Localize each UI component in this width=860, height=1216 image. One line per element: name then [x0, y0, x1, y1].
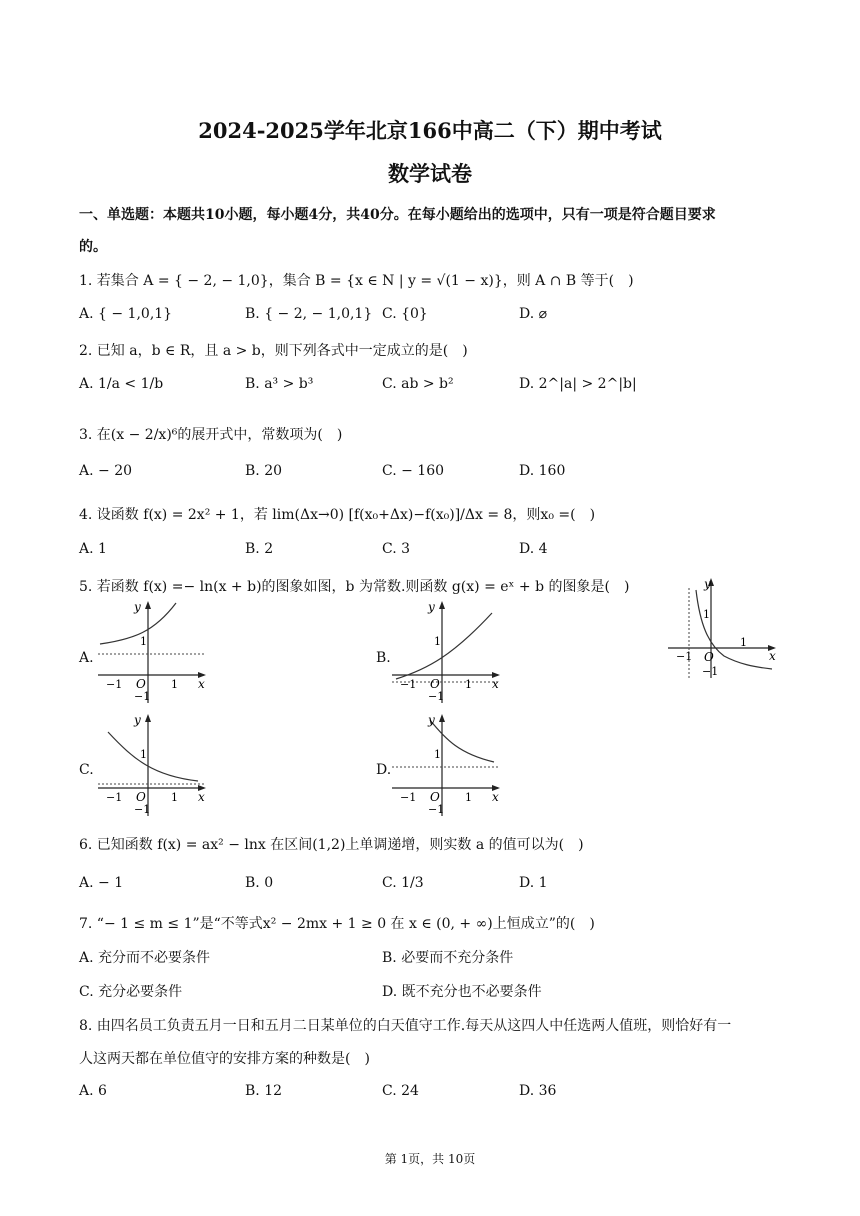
q5-option-d: D.	[376, 762, 392, 778]
ref-tick-neg1-x: −1	[676, 650, 693, 663]
q2-option-b: B. a³ > b³	[245, 376, 314, 392]
ref-origin-label: O	[704, 650, 714, 664]
c-x-label: x	[198, 790, 205, 804]
q5-option-c: C.	[79, 762, 94, 778]
q6-option-d: D. 1	[519, 875, 548, 891]
ref-y-label: y	[704, 577, 711, 591]
d-tick-neg1-y: −1	[428, 803, 445, 816]
c-origin: O	[136, 790, 146, 804]
d-y-label: y	[428, 713, 435, 727]
d-tick-1-y: 1	[434, 748, 441, 761]
question-1-stem: 1. 若集合 A = { − 2, − 1,0}，集合 B = {x ∈ N | y = √(1 − x)}，则 A ∩ B 等于( )	[79, 273, 634, 289]
b-tick-neg1-x: −1	[400, 678, 417, 691]
b-y-label: y	[428, 600, 435, 614]
q4-option-d: D. 4	[519, 541, 548, 557]
q7-option-c: C. 充分必要条件	[79, 984, 183, 1000]
q4-option-b: B. 2	[245, 541, 274, 557]
q1-option-d: D. ⌀	[519, 306, 548, 322]
q8-option-b: B. 12	[245, 1083, 283, 1099]
q8-option-a: A. 6	[79, 1083, 107, 1099]
page-footer: 第 1页，共 10页	[384, 1152, 476, 1166]
b-x-label: x	[492, 677, 499, 691]
q3-option-a: A. − 20	[79, 463, 133, 479]
a-tick-1-x: 1	[171, 678, 178, 691]
q5-option-b: B.	[376, 650, 391, 666]
q6-option-c: C. 1/3	[382, 875, 424, 891]
q5-option-b-graph	[388, 597, 508, 705]
question-2-stem: 2. 已知 a，b ∈ R，且 a > b，则下列各式中一定成立的是( )	[79, 343, 468, 359]
b-tick-1-y: 1	[434, 635, 441, 648]
question-4-stem: 4. 设函数 f(x) = 2x² + 1，若 lim(Δx→0) [f(x₀+Δx)−f(x₀)]/Δx = 8，则x₀ =( )	[79, 507, 596, 523]
q1-option-b: B. { − 2, − 1,0,1}	[245, 306, 373, 322]
q4-option-c: C. 3	[382, 541, 411, 557]
ref-tick-1-y: 1	[703, 608, 710, 621]
q7-option-a: A. 充分而不必要条件	[79, 950, 211, 966]
c-tick-1-x: 1	[171, 791, 178, 804]
d-tick-1-x: 1	[465, 791, 472, 804]
a-tick-neg1-y: −1	[134, 690, 151, 703]
d-tick-neg1-x: −1	[400, 791, 417, 804]
q5-option-c-graph	[94, 710, 214, 818]
section-heading-cont: 的。	[79, 239, 107, 255]
a-tick-neg1-x: −1	[106, 678, 123, 691]
q1-option-c: C. {0}	[382, 306, 428, 322]
q5-option-a: A.	[79, 650, 94, 666]
q3-option-c: C. − 160	[382, 463, 445, 479]
q8-option-c: C. 24	[382, 1083, 419, 1099]
question-8-stem-cont: 人这两天都在单位值守的安排方案的种数是( )	[79, 1051, 370, 1067]
c-tick-neg1-x: −1	[106, 791, 123, 804]
c-tick-1-y: 1	[140, 748, 147, 761]
q1-option-a: A. { − 1,0,1}	[79, 306, 173, 322]
q3-option-b: B. 20	[245, 463, 283, 479]
question-7-stem: 7. “− 1 ≤ m ≤ 1”是“不等式x² − 2mx + 1 ≥ 0 在 x ∈ (0, + ∞)上恒成立”的( )	[79, 916, 595, 932]
b-tick-1-x: 1	[465, 678, 472, 691]
q6-option-b: B. 0	[245, 875, 274, 891]
a-y-label: y	[134, 600, 141, 614]
b-tick-neg1-y: −1	[428, 690, 445, 703]
section-heading: 一、单选题：本题共10小题，每小题4分，共40分。在每小题给出的选项中，只有一项是符合题目要求	[79, 207, 716, 223]
page-title: 2024-2025学年北京166中高二（下）期中考试	[198, 118, 662, 143]
a-origin: O	[136, 677, 146, 691]
q7-option-b: B. 必要而不充分条件	[382, 950, 514, 966]
q5-option-a-graph	[94, 597, 214, 705]
q2-option-d: D. 2^|a| > 2^|b|	[519, 376, 637, 392]
question-8-stem: 8. 由四名员工负责五月一日和五月二日某单位的白天值守工作.每天从这四人中任选两人值班，则恰好有一	[79, 1018, 732, 1034]
d-x-label: x	[492, 790, 499, 804]
question-6-stem: 6. 已知函数 f(x) = ax² − lnx 在区间(1,2)上单调递增，则实数 a 的值可以为( )	[79, 837, 584, 853]
q2-option-a: A. 1/a < 1/b	[79, 376, 164, 392]
q7-option-d: D. 既不充分也不必要条件	[382, 984, 542, 1000]
q6-option-a: A. − 1	[79, 875, 124, 891]
ref-tick-neg1-y: −1	[702, 665, 719, 678]
ref-tick-1-x: 1	[740, 636, 747, 649]
a-x-label: x	[198, 677, 205, 691]
b-origin: O	[430, 677, 440, 691]
question-3-stem: 3. 在(x − 2/x)⁶的展开式中，常数项为( )	[79, 427, 343, 443]
c-tick-neg1-y: −1	[134, 803, 151, 816]
page-subtitle: 数学试卷	[388, 161, 472, 186]
q2-option-c: C. ab > b²	[382, 376, 454, 392]
q3-option-d: D. 160	[519, 463, 566, 479]
question-5-stem: 5. 若函数 f(x) =− ln(x + b)的图象如图，b 为常数.则函数 g(x) = eˣ + b 的图象是( )	[79, 579, 630, 595]
c-y-label: y	[134, 713, 141, 727]
q5-option-d-graph	[388, 710, 508, 818]
q8-option-d: D. 36	[519, 1083, 557, 1099]
q4-option-a: A. 1	[79, 541, 107, 557]
reference-graph	[664, 574, 784, 682]
ref-x-label: x	[769, 649, 776, 663]
d-origin: O	[430, 790, 440, 804]
a-tick-1-y: 1	[140, 635, 147, 648]
